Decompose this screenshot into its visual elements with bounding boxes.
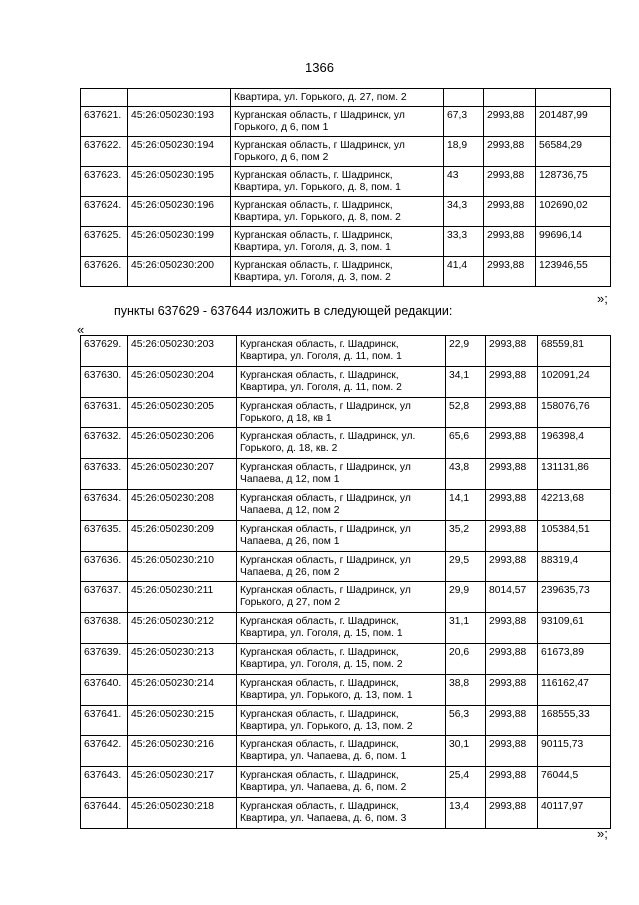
cadastral-number-cell: 45:26:050230:213	[128, 643, 237, 674]
area-cell: 31,1	[446, 613, 486, 644]
total-cell: 116162,47	[538, 674, 611, 705]
address-cell: Курганская область, г Шадринск, ул Чапаева, д 26, пом 2	[237, 551, 446, 582]
area-cell: 33,3	[444, 227, 484, 257]
address-cell: Курганская область, г. Шадринск, Квартира, ул. Горького, д. 8, пом. 2	[231, 197, 444, 227]
table-row	[81, 227, 611, 257]
area-cell: 14,1	[446, 489, 486, 520]
address-cell: Курганская область, г. Шадринск, Квартира, ул. Горького, д. 13, пом. 1	[237, 674, 446, 705]
total-cell: 239635,73	[538, 582, 611, 613]
cadastral-number-cell: 45:26:050230:218	[128, 797, 237, 828]
total-cell: 102091,24	[538, 366, 611, 397]
price-cell: 2993,88	[486, 705, 538, 736]
area-cell: 65,6	[446, 428, 486, 459]
table-row	[81, 674, 611, 705]
registry-table-amended	[80, 335, 611, 829]
area-cell: 29,5	[446, 551, 486, 582]
item-number-cell: 637623.	[81, 167, 128, 197]
address-cell: Курганская область, г. Шадринск, ул. Горького, д. 18, кв. 2	[237, 428, 446, 459]
address-cell: Курганская область, г Шадринск, ул Горького, д 6, пом 1	[231, 107, 444, 137]
area-cell: 41,4	[444, 257, 484, 287]
item-number-cell: 637636.	[81, 551, 128, 582]
cadastral-number-cell: 45:26:050230:200	[128, 257, 231, 287]
table-row	[81, 736, 611, 767]
total-cell: 102690,02	[536, 197, 611, 227]
total-cell: 131131,86	[538, 459, 611, 490]
total-cell: 56584,29	[536, 137, 611, 167]
item-number-cell: 637633.	[81, 459, 128, 490]
price-cell: 2993,88	[484, 197, 536, 227]
closing-quote: »;	[597, 291, 608, 306]
total-cell: 158076,76	[538, 397, 611, 428]
price-cell: 2993,88	[486, 674, 538, 705]
table-row	[81, 257, 611, 287]
item-number-cell: 637639.	[81, 643, 128, 674]
address-cell: Курганская область, г Шадринск, ул Горького, д 18, кв 1	[237, 397, 446, 428]
address-cell: Курганская область, г. Шадринск, Квартира, ул. Гоголя, д. 3, пом. 2	[231, 257, 444, 287]
area-cell: 34,3	[444, 197, 484, 227]
address-cell: Курганская область, г Шадринск, ул Чапаева, д 12, пом 2	[237, 489, 446, 520]
address-cell: Курганская область, г. Шадринск, Квартира, ул. Горького, д. 8, пом. 1	[231, 167, 444, 197]
total-cell: 76044,5	[538, 767, 611, 798]
address-cell: Курганская область, г Шадринск, ул Горького, д 6, пом 2	[231, 137, 444, 167]
table-row	[81, 89, 611, 107]
cadastral-number-cell: 45:26:050230:205	[128, 397, 237, 428]
area-cell: 29,9	[446, 582, 486, 613]
address-cell: Курганская область, г. Шадринск, Квартира, ул. Гоголя, д. 3, пом. 1	[231, 227, 444, 257]
cadastral-number-cell: 45:26:050230:212	[128, 613, 237, 644]
price-cell: 2993,88	[484, 227, 536, 257]
price-cell: 2993,88	[486, 428, 538, 459]
item-number-cell: 637643.	[81, 767, 128, 798]
page-number: 1366	[305, 60, 334, 75]
table-row	[81, 167, 611, 197]
item-number-cell: 637626.	[81, 257, 128, 287]
price-cell: 2993,88	[484, 107, 536, 137]
area-cell: 52,8	[446, 397, 486, 428]
price-cell: 2993,88	[486, 797, 538, 828]
total-cell: 68559,81	[538, 336, 611, 367]
address-cell: Курганская область, г. Шадринск, Квартира, ул. Чапаева, д. 6, пом. 1	[237, 736, 446, 767]
item-number-cell: 637637.	[81, 582, 128, 613]
address-cell: Курганская область, г. Шадринск, Квартира, ул. Горького, д. 13, пом. 2	[237, 705, 446, 736]
price-cell	[484, 89, 536, 107]
cadastral-number-cell: 45:26:050230:204	[128, 366, 237, 397]
table-row	[81, 137, 611, 167]
address-cell: Курганская область, г Шадринск, ул Чапаева, д 12, пом 1	[237, 459, 446, 490]
opening-quote: «	[77, 322, 85, 337]
table-row	[81, 459, 611, 490]
total-cell: 123946,55	[536, 257, 611, 287]
table-row	[81, 366, 611, 397]
price-cell: 2993,88	[486, 736, 538, 767]
address-cell: Курганская область, г. Шадринск, Квартира, ул. Гоголя, д. 15, пом. 2	[237, 643, 446, 674]
price-cell: 2993,88	[486, 613, 538, 644]
cadastral-number-cell: 45:26:050230:217	[128, 767, 237, 798]
closing-quote: »;	[597, 826, 608, 841]
item-number-cell: 637631.	[81, 397, 128, 428]
address-cell: Курганская область, г Шадринск, ул Горького, д 27, пом 2	[237, 582, 446, 613]
cadastral-number-cell: 45:26:050230:216	[128, 736, 237, 767]
area-cell: 34,1	[446, 366, 486, 397]
address-cell: Курганская область, г. Шадринск, Квартира, ул. Гоголя, д. 15, пом. 1	[237, 613, 446, 644]
address-cell: Курганская область, г. Шадринск, Квартира, ул. Чапаева, д. 6, пом. 2	[237, 767, 446, 798]
total-cell: 93109,61	[538, 613, 611, 644]
item-number-cell: 637625.	[81, 227, 128, 257]
total-cell: 99696,14	[536, 227, 611, 257]
item-number-cell: 637638.	[81, 613, 128, 644]
total-cell: 168555,33	[538, 705, 611, 736]
area-cell: 22,9	[446, 336, 486, 367]
total-cell: 42213,68	[538, 489, 611, 520]
area-cell: 25,4	[446, 767, 486, 798]
address-cell: Квартира, ул. Горького, д. 27, пом. 2	[231, 89, 444, 107]
area-cell	[444, 89, 484, 107]
cadastral-number-cell: 45:26:050230:214	[128, 674, 237, 705]
table-row	[81, 643, 611, 674]
area-cell: 67,3	[444, 107, 484, 137]
table-row	[81, 797, 611, 828]
cadastral-number-cell: 45:26:050230:193	[128, 107, 231, 137]
area-cell: 35,2	[446, 520, 486, 551]
address-cell: Курганская область, г. Шадринск, Квартира, ул. Гоголя, д. 11, пом. 2	[237, 366, 446, 397]
table-row	[81, 107, 611, 137]
table-row	[81, 520, 611, 551]
cadastral-number-cell: 45:26:050230:194	[128, 137, 231, 167]
table-row	[81, 197, 611, 227]
cadastral-number-cell: 45:26:050230:209	[128, 520, 237, 551]
cadastral-number-cell: 45:26:050230:208	[128, 489, 237, 520]
item-number-cell: 637644.	[81, 797, 128, 828]
total-cell: 88319,4	[538, 551, 611, 582]
table-row	[81, 767, 611, 798]
price-cell: 2993,88	[486, 643, 538, 674]
item-number-cell: 637634.	[81, 489, 128, 520]
price-cell: 2993,88	[484, 257, 536, 287]
total-cell: 90115,73	[538, 736, 611, 767]
price-cell: 2993,88	[486, 767, 538, 798]
table-row	[81, 336, 611, 367]
cadastral-number-cell: 45:26:050230:196	[128, 197, 231, 227]
item-number-cell: 637640.	[81, 674, 128, 705]
area-cell: 30,1	[446, 736, 486, 767]
price-cell: 2993,88	[486, 397, 538, 428]
address-cell: Курганская область, г Шадринск, ул Чапаева, д 26, пом 1	[237, 520, 446, 551]
cadastral-number-cell	[128, 89, 231, 107]
price-cell: 2993,88	[486, 520, 538, 551]
item-number-cell: 637622.	[81, 137, 128, 167]
table-row	[81, 551, 611, 582]
item-number-cell: 637621.	[81, 107, 128, 137]
cadastral-number-cell: 45:26:050230:211	[128, 582, 237, 613]
cadastral-number-cell: 45:26:050230:210	[128, 551, 237, 582]
table-row	[81, 397, 611, 428]
total-cell: 61673,89	[538, 643, 611, 674]
price-cell: 2993,88	[486, 489, 538, 520]
table-row	[81, 582, 611, 613]
area-cell: 18,9	[444, 137, 484, 167]
table-row	[81, 428, 611, 459]
price-cell: 2993,88	[484, 167, 536, 197]
registry-table-continued	[80, 88, 611, 287]
total-cell: 196398,4	[538, 428, 611, 459]
item-number-cell: 637635.	[81, 520, 128, 551]
total-cell: 105384,51	[538, 520, 611, 551]
cadastral-number-cell: 45:26:050230:206	[128, 428, 237, 459]
total-cell: 201487,99	[536, 107, 611, 137]
area-cell: 13,4	[446, 797, 486, 828]
area-cell: 38,8	[446, 674, 486, 705]
price-cell: 2993,88	[486, 459, 538, 490]
table-row	[81, 613, 611, 644]
item-number-cell: 637641.	[81, 705, 128, 736]
item-number-cell: 637624.	[81, 197, 128, 227]
price-cell: 8014,57	[486, 582, 538, 613]
price-cell: 2993,88	[486, 551, 538, 582]
amendment-instruction: пункты 637629 - 637644 изложить в следующей редакции:	[114, 304, 453, 318]
item-number-cell: 637642.	[81, 736, 128, 767]
address-cell: Курганская область, г. Шадринск, Квартира, ул. Гоголя, д. 11, пом. 1	[237, 336, 446, 367]
cadastral-number-cell: 45:26:050230:207	[128, 459, 237, 490]
cadastral-number-cell: 45:26:050230:199	[128, 227, 231, 257]
item-number-cell: 637632.	[81, 428, 128, 459]
total-cell: 40117,97	[538, 797, 611, 828]
item-number-cell: 637630.	[81, 366, 128, 397]
cadastral-number-cell: 45:26:050230:195	[128, 167, 231, 197]
price-cell: 2993,88	[486, 366, 538, 397]
item-number-cell: 637629.	[81, 336, 128, 367]
cadastral-number-cell: 45:26:050230:215	[128, 705, 237, 736]
area-cell: 43	[444, 167, 484, 197]
price-cell: 2993,88	[486, 336, 538, 367]
price-cell: 2993,88	[484, 137, 536, 167]
total-cell	[536, 89, 611, 107]
area-cell: 20,6	[446, 643, 486, 674]
address-cell: Курганская область, г. Шадринск, Квартира, ул. Чапаева, д. 6, пом. 3	[237, 797, 446, 828]
item-number-cell	[81, 89, 128, 107]
area-cell: 56,3	[446, 705, 486, 736]
table-row	[81, 489, 611, 520]
area-cell: 43,8	[446, 459, 486, 490]
total-cell: 128736,75	[536, 167, 611, 197]
table-row	[81, 705, 611, 736]
cadastral-number-cell: 45:26:050230:203	[128, 336, 237, 367]
